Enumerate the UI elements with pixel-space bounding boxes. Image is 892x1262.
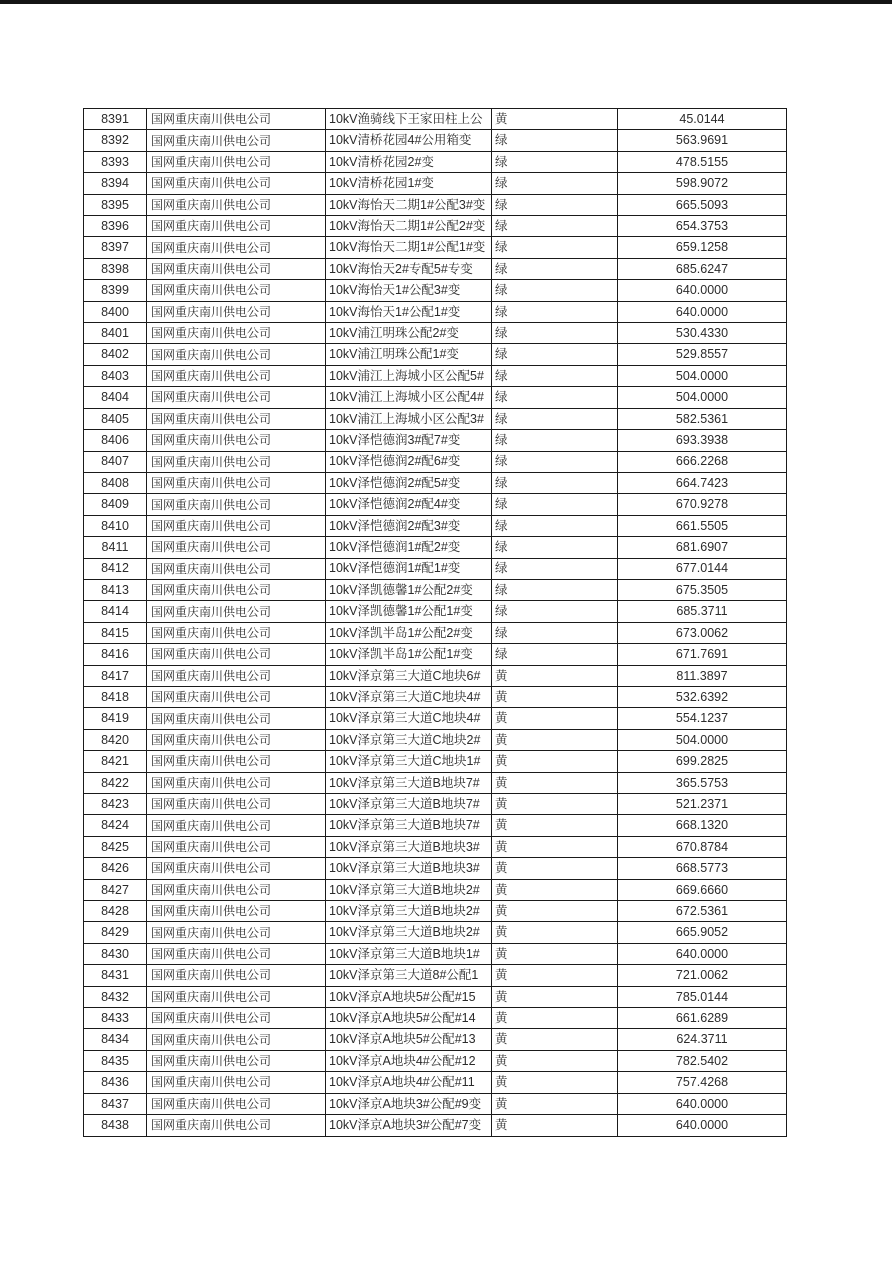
status-label-cell[interactable]: 绿 [492,387,618,408]
value-cell[interactable]: 640.0000 [618,280,787,301]
row-number-cell[interactable]: 8432 [84,986,147,1007]
row-number-cell[interactable]: 8401 [84,323,147,344]
status-label-cell[interactable]: 黄 [492,815,618,836]
row-number-cell[interactable]: 8416 [84,644,147,665]
status-label-cell[interactable]: 黄 [492,794,618,815]
value-cell[interactable]: 721.0062 [618,965,787,986]
table-row [84,1008,787,1029]
company-cell[interactable]: 国网重庆南川供电公司 [147,965,326,986]
row-number-cell[interactable]: 8396 [84,216,147,237]
table-row [84,258,787,279]
table-row [84,151,787,172]
station-name-cell[interactable]: 10kV泽京第三大道B地块3# [326,858,492,879]
station-name-cell[interactable]: 10kV渔骑线下王家田柱上公 [326,109,492,130]
status-label-cell[interactable]: 绿 [492,280,618,301]
company-cell[interactable]: 国网重庆南川供电公司 [147,537,326,558]
company-cell[interactable]: 国网重庆南川供电公司 [147,644,326,665]
value-cell[interactable]: 670.8784 [618,836,787,857]
station-name-cell[interactable]: 10kV海怡天1#公配3#变 [326,280,492,301]
station-name-cell[interactable]: 10kV泽京第三大道8#公配1 [326,965,492,986]
company-cell[interactable]: 国网重庆南川供电公司 [147,751,326,772]
station-name-cell[interactable]: 10kV泽京第三大道B地块2# [326,922,492,943]
station-name-cell[interactable]: 10kV海怡天二期1#公配3#变 [326,194,492,215]
station-name-cell[interactable]: 10kV海怡天1#公配1#变 [326,301,492,322]
row-number-cell[interactable]: 8417 [84,665,147,686]
status-label-cell[interactable]: 绿 [492,558,618,579]
table-row [84,365,787,386]
table-row [84,751,787,772]
row-number-cell[interactable]: 8431 [84,965,147,986]
row-number-cell[interactable]: 8395 [84,194,147,215]
company-cell[interactable]: 国网重庆南川供电公司 [147,430,326,451]
row-number-cell[interactable]: 8423 [84,794,147,815]
row-number-cell[interactable]: 8422 [84,772,147,793]
company-cell[interactable]: 国网重庆南川供电公司 [147,494,326,515]
table-row [84,173,787,194]
row-number-cell[interactable]: 8428 [84,901,147,922]
status-label-cell[interactable]: 绿 [492,194,618,215]
status-label-cell[interactable]: 绿 [492,472,618,493]
value-cell[interactable]: 478.5155 [618,151,787,172]
row-number-cell[interactable]: 8435 [84,1050,147,1071]
table-row [84,344,787,365]
company-cell[interactable]: 国网重庆南川供电公司 [147,579,326,600]
station-name-cell[interactable]: 10kV泽恺德润2#配4#变 [326,494,492,515]
row-number-cell[interactable]: 8436 [84,1072,147,1093]
row-number-cell[interactable]: 8415 [84,622,147,643]
table-row [84,430,787,451]
status-label-cell[interactable]: 黄 [492,1029,618,1050]
station-name-cell[interactable]: 10kV泽京第三大道C地块4# [326,708,492,729]
status-label-cell[interactable]: 绿 [492,237,618,258]
table-row [84,387,787,408]
status-label-cell[interactable]: 绿 [492,515,618,536]
table-row [84,729,787,750]
station-name-cell[interactable]: 10kV泽京第三大道B地块1# [326,943,492,964]
company-cell[interactable]: 国网重庆南川供电公司 [147,665,326,686]
station-name-cell[interactable]: 10kV泽京A地块5#公配#13 [326,1029,492,1050]
table-row [84,1072,787,1093]
company-cell[interactable]: 国网重庆南川供电公司 [147,1072,326,1093]
table-row [84,943,787,964]
station-name-cell[interactable]: 10kV泽恺德润1#配1#变 [326,558,492,579]
row-number-cell[interactable]: 8402 [84,344,147,365]
status-label-cell[interactable]: 黄 [492,772,618,793]
station-name-cell[interactable]: 10kV泽京第三大道B地块2# [326,879,492,900]
status-label-cell[interactable]: 绿 [492,151,618,172]
status-label-cell[interactable]: 绿 [492,579,618,600]
status-label-cell[interactable]: 黄 [492,1050,618,1071]
row-number-cell[interactable]: 8397 [84,237,147,258]
row-number-cell[interactable]: 8411 [84,537,147,558]
table-row [84,109,787,130]
company-cell[interactable]: 国网重庆南川供电公司 [147,1115,326,1136]
value-cell[interactable]: 699.2825 [618,751,787,772]
value-cell[interactable]: 529.8557 [618,344,787,365]
value-cell[interactable]: 811.3897 [618,665,787,686]
station-name-cell[interactable]: 10kV泽凯德馨1#公配2#变 [326,579,492,600]
value-cell[interactable]: 654.3753 [618,216,787,237]
row-number-cell[interactable]: 8424 [84,815,147,836]
status-label-cell[interactable]: 绿 [492,216,618,237]
value-cell[interactable]: 671.7691 [618,644,787,665]
table-row [84,280,787,301]
row-number-cell[interactable]: 8393 [84,151,147,172]
status-label-cell[interactable]: 黄 [492,1093,618,1114]
status-label-cell[interactable]: 黄 [492,708,618,729]
table-row [84,301,787,322]
station-name-cell[interactable]: 10kV浦江上海城小区公配4# [326,387,492,408]
status-label-cell[interactable]: 绿 [492,644,618,665]
value-cell[interactable]: 365.5753 [618,772,787,793]
value-cell[interactable]: 782.5402 [618,1050,787,1071]
table-row [84,451,787,472]
row-number-cell[interactable]: 8420 [84,729,147,750]
status-label-cell[interactable]: 黄 [492,879,618,900]
company-cell[interactable]: 国网重庆南川供电公司 [147,323,326,344]
row-number-cell[interactable]: 8438 [84,1115,147,1136]
company-cell[interactable]: 国网重庆南川供电公司 [147,365,326,386]
status-label-cell[interactable]: 绿 [492,494,618,515]
value-cell[interactable]: 504.0000 [618,365,787,386]
value-cell[interactable]: 598.9072 [618,173,787,194]
station-name-cell[interactable]: 10kV浦江明珠公配2#变 [326,323,492,344]
status-label-cell[interactable]: 绿 [492,323,618,344]
row-number-cell[interactable]: 8419 [84,708,147,729]
row-number-cell[interactable]: 8427 [84,879,147,900]
company-cell[interactable]: 国网重庆南川供电公司 [147,130,326,151]
row-number-cell[interactable]: 8429 [84,922,147,943]
company-cell[interactable]: 国网重庆南川供电公司 [147,772,326,793]
company-cell[interactable]: 国网重庆南川供电公司 [147,1093,326,1114]
station-name-cell[interactable]: 10kV泽凯半岛1#公配1#变 [326,644,492,665]
station-name-cell[interactable]: 10kV海怡天2#专配5#专变 [326,258,492,279]
station-name-cell[interactable]: 10kV泽恺德润1#配2#变 [326,537,492,558]
table-row [84,1050,787,1071]
table-row [84,1115,787,1136]
status-label-cell[interactable]: 绿 [492,601,618,622]
station-name-cell[interactable]: 10kV泽京第三大道B地块7# [326,815,492,836]
value-cell[interactable]: 504.0000 [618,729,787,750]
status-label-cell[interactable]: 黄 [492,1115,618,1136]
table-row [84,237,787,258]
row-number-cell[interactable]: 8426 [84,858,147,879]
row-number-cell[interactable]: 8418 [84,686,147,707]
station-name-cell[interactable]: 10kV泽京第三大道B地块2# [326,901,492,922]
table-row [84,558,787,579]
station-name-cell[interactable]: 10kV泽京A地块5#公配#14 [326,1008,492,1029]
row-number-cell[interactable]: 8434 [84,1029,147,1050]
table-row [84,794,787,815]
status-label-cell[interactable]: 绿 [492,408,618,429]
table-row [84,601,787,622]
company-cell[interactable]: 国网重庆南川供电公司 [147,901,326,922]
station-name-cell[interactable]: 10kV泽恺德润2#配6#变 [326,451,492,472]
station-name-cell[interactable]: 10kV泽京第三大道C地块4# [326,686,492,707]
company-cell[interactable]: 国网重庆南川供电公司 [147,344,326,365]
value-cell[interactable]: 669.6660 [618,879,787,900]
value-cell[interactable]: 640.0000 [618,301,787,322]
company-cell[interactable]: 国网重庆南川供电公司 [147,922,326,943]
table-row [84,472,787,493]
station-name-cell[interactable]: 10kV泽京A地块5#公配#15 [326,986,492,1007]
station-name-cell[interactable]: 10kV泽凯半岛1#公配2#变 [326,622,492,643]
company-cell[interactable]: 国网重庆南川供电公司 [147,794,326,815]
status-label-cell[interactable]: 绿 [492,451,618,472]
status-label-cell[interactable]: 绿 [492,344,618,365]
row-number-cell[interactable]: 8437 [84,1093,147,1114]
station-name-cell[interactable]: 10kV清桥花园4#公用箱变 [326,130,492,151]
station-name-cell[interactable]: 10kV清桥花园1#变 [326,173,492,194]
table-row [84,922,787,943]
row-number-cell[interactable]: 8414 [84,601,147,622]
row-number-cell[interactable]: 8403 [84,365,147,386]
table-row [84,858,787,879]
value-cell[interactable]: 685.6247 [618,258,787,279]
status-label-cell[interactable]: 黄 [492,836,618,857]
company-cell[interactable]: 国网重庆南川供电公司 [147,601,326,622]
status-label-cell[interactable]: 黄 [492,686,618,707]
company-cell[interactable]: 国网重庆南川供电公司 [147,258,326,279]
station-name-cell[interactable]: 10kV泽京第三大道B地块7# [326,772,492,793]
value-cell[interactable]: 563.9691 [618,130,787,151]
table-row [84,644,787,665]
value-cell[interactable]: 554.1237 [618,708,787,729]
station-name-cell[interactable]: 10kV泽恺德润2#配3#变 [326,515,492,536]
status-label-cell[interactable]: 黄 [492,751,618,772]
row-number-cell[interactable]: 8400 [84,301,147,322]
table-row [84,986,787,1007]
company-cell[interactable]: 国网重庆南川供电公司 [147,387,326,408]
value-cell[interactable]: 504.0000 [618,387,787,408]
company-cell[interactable]: 国网重庆南川供电公司 [147,216,326,237]
company-cell[interactable]: 国网重庆南川供电公司 [147,472,326,493]
table-row [84,686,787,707]
company-cell[interactable]: 国网重庆南川供电公司 [147,836,326,857]
power-station-table [83,108,787,1137]
table-row [84,1029,787,1050]
company-cell[interactable]: 国网重庆南川供电公司 [147,301,326,322]
station-name-cell[interactable]: 10kV泽京A地块4#公配#11 [326,1072,492,1093]
row-number-cell[interactable]: 8405 [84,408,147,429]
status-label-cell[interactable]: 绿 [492,130,618,151]
company-cell[interactable]: 国网重庆南川供电公司 [147,729,326,750]
station-name-cell[interactable]: 10kV泽京第三大道B地块3# [326,836,492,857]
company-cell[interactable]: 国网重庆南川供电公司 [147,237,326,258]
company-cell[interactable]: 国网重庆南川供电公司 [147,109,326,130]
status-label-cell[interactable]: 黄 [492,901,618,922]
company-cell[interactable]: 国网重庆南川供电公司 [147,280,326,301]
station-name-cell[interactable]: 10kV泽京第三大道C地块1# [326,751,492,772]
row-number-cell[interactable]: 8399 [84,280,147,301]
value-cell[interactable]: 693.3938 [618,430,787,451]
table-row [84,772,787,793]
status-label-cell[interactable]: 黄 [492,109,618,130]
value-cell[interactable]: 640.0000 [618,1115,787,1136]
row-number-cell[interactable]: 8407 [84,451,147,472]
value-cell[interactable]: 785.0144 [618,986,787,1007]
table-row [84,130,787,151]
table-row [84,537,787,558]
status-label-cell[interactable]: 绿 [492,365,618,386]
status-label-cell[interactable]: 黄 [492,965,618,986]
value-cell[interactable]: 532.6392 [618,686,787,707]
table-row [84,408,787,429]
company-cell[interactable]: 国网重庆南川供电公司 [147,686,326,707]
company-cell[interactable]: 国网重庆南川供电公司 [147,943,326,964]
value-cell[interactable]: 668.5773 [618,858,787,879]
station-name-cell[interactable]: 10kV浦江明珠公配1#变 [326,344,492,365]
value-cell[interactable]: 45.0144 [618,109,787,130]
row-number-cell[interactable]: 8425 [84,836,147,857]
table-row [84,622,787,643]
table-row [84,965,787,986]
table-row [84,216,787,237]
value-cell[interactable]: 672.5361 [618,901,787,922]
value-cell[interactable]: 670.9278 [618,494,787,515]
station-name-cell[interactable]: 10kV海怡天二期1#公配2#变 [326,216,492,237]
table-row [84,494,787,515]
station-name-cell[interactable]: 10kV清桥花园2#变 [326,151,492,172]
value-cell[interactable]: 685.3711 [618,601,787,622]
row-number-cell[interactable]: 8392 [84,130,147,151]
table-row [84,323,787,344]
table-row [84,901,787,922]
company-cell[interactable]: 国网重庆南川供电公司 [147,173,326,194]
status-label-cell[interactable]: 绿 [492,622,618,643]
company-cell[interactable]: 国网重庆南川供电公司 [147,1029,326,1050]
value-cell[interactable]: 681.6907 [618,537,787,558]
value-cell[interactable]: 668.1320 [618,815,787,836]
company-cell[interactable]: 国网重庆南川供电公司 [147,558,326,579]
row-number-cell[interactable]: 8413 [84,579,147,600]
value-cell[interactable]: 664.7423 [618,472,787,493]
status-label-cell[interactable]: 黄 [492,1008,618,1029]
table-row [84,1093,787,1114]
value-cell[interactable]: 666.2268 [618,451,787,472]
row-number-cell[interactable]: 8409 [84,494,147,515]
value-cell[interactable]: 661.6289 [618,1008,787,1029]
table-row [84,515,787,536]
row-number-cell[interactable]: 8430 [84,943,147,964]
table-row [84,708,787,729]
value-cell[interactable]: 675.3505 [618,579,787,600]
station-name-cell[interactable]: 10kV浦江上海城小区公配5# [326,365,492,386]
value-cell[interactable]: 521.2371 [618,794,787,815]
station-name-cell[interactable]: 10kV泽凯德馨1#公配1#变 [326,601,492,622]
status-label-cell[interactable]: 黄 [492,729,618,750]
status-label-cell[interactable]: 绿 [492,301,618,322]
status-label-cell[interactable]: 绿 [492,173,618,194]
row-number-cell[interactable]: 8406 [84,430,147,451]
company-cell[interactable]: 国网重庆南川供电公司 [147,451,326,472]
status-label-cell[interactable]: 绿 [492,430,618,451]
row-number-cell[interactable]: 8421 [84,751,147,772]
status-label-cell[interactable]: 绿 [492,258,618,279]
company-cell[interactable]: 国网重庆南川供电公司 [147,194,326,215]
value-cell[interactable]: 661.5505 [618,515,787,536]
status-label-cell[interactable]: 黄 [492,858,618,879]
company-cell[interactable]: 国网重庆南川供电公司 [147,151,326,172]
station-name-cell[interactable]: 10kV泽京A地块3#公配#9变 [326,1093,492,1114]
company-cell[interactable]: 国网重庆南川供电公司 [147,515,326,536]
table-row [84,836,787,857]
company-cell[interactable]: 国网重庆南川供电公司 [147,408,326,429]
station-name-cell[interactable]: 10kV浦江上海城小区公配3# [326,408,492,429]
station-name-cell[interactable]: 10kV泽京第三大道C地块2# [326,729,492,750]
station-name-cell[interactable]: 10kV泽京第三大道B地块7# [326,794,492,815]
value-cell[interactable]: 640.0000 [618,943,787,964]
value-cell[interactable]: 673.0062 [618,622,787,643]
table-row [84,815,787,836]
table-row [84,579,787,600]
status-label-cell[interactable]: 黄 [492,943,618,964]
station-name-cell[interactable]: 10kV海怡天二期1#公配1#变 [326,237,492,258]
company-cell[interactable]: 国网重庆南川供电公司 [147,858,326,879]
company-cell[interactable]: 国网重庆南川供电公司 [147,708,326,729]
station-name-cell[interactable]: 10kV泽恺德润3#配7#变 [326,430,492,451]
table-body [84,109,787,1137]
status-label-cell[interactable]: 黄 [492,986,618,1007]
company-cell[interactable]: 国网重庆南川供电公司 [147,1050,326,1071]
status-label-cell[interactable]: 绿 [492,537,618,558]
value-cell[interactable]: 624.3711 [618,1029,787,1050]
status-label-cell[interactable]: 黄 [492,1072,618,1093]
company-cell[interactable]: 国网重庆南川供电公司 [147,1008,326,1029]
table-row [84,194,787,215]
row-number-cell[interactable]: 8433 [84,1008,147,1029]
value-cell[interactable]: 659.1258 [618,237,787,258]
row-number-cell[interactable]: 8394 [84,173,147,194]
value-cell[interactable]: 665.9052 [618,922,787,943]
status-label-cell[interactable]: 黄 [492,922,618,943]
top-divider-bar [0,0,892,4]
company-cell[interactable]: 国网重庆南川供电公司 [147,986,326,1007]
row-number-cell[interactable]: 8404 [84,387,147,408]
station-name-cell[interactable]: 10kV泽京A地块3#公配#7变 [326,1115,492,1136]
row-number-cell[interactable]: 8410 [84,515,147,536]
station-name-cell[interactable]: 10kV泽京A地块4#公配#12 [326,1050,492,1071]
row-number-cell[interactable]: 8412 [84,558,147,579]
status-label-cell[interactable]: 黄 [492,665,618,686]
row-number-cell[interactable]: 8391 [84,109,147,130]
value-cell[interactable]: 677.0144 [618,558,787,579]
value-cell[interactable]: 530.4330 [618,323,787,344]
value-cell[interactable]: 665.5093 [618,194,787,215]
value-cell[interactable]: 640.0000 [618,1093,787,1114]
row-number-cell[interactable]: 8408 [84,472,147,493]
value-cell[interactable]: 582.5361 [618,408,787,429]
table-row [84,879,787,900]
station-name-cell[interactable]: 10kV泽恺德润2#配5#变 [326,472,492,493]
station-name-cell[interactable]: 10kV泽京第三大道C地块6# [326,665,492,686]
company-cell[interactable]: 国网重庆南川供电公司 [147,879,326,900]
row-number-cell[interactable]: 8398 [84,258,147,279]
value-cell[interactable]: 757.4268 [618,1072,787,1093]
table-row [84,665,787,686]
company-cell[interactable]: 国网重庆南川供电公司 [147,815,326,836]
company-cell[interactable]: 国网重庆南川供电公司 [147,622,326,643]
